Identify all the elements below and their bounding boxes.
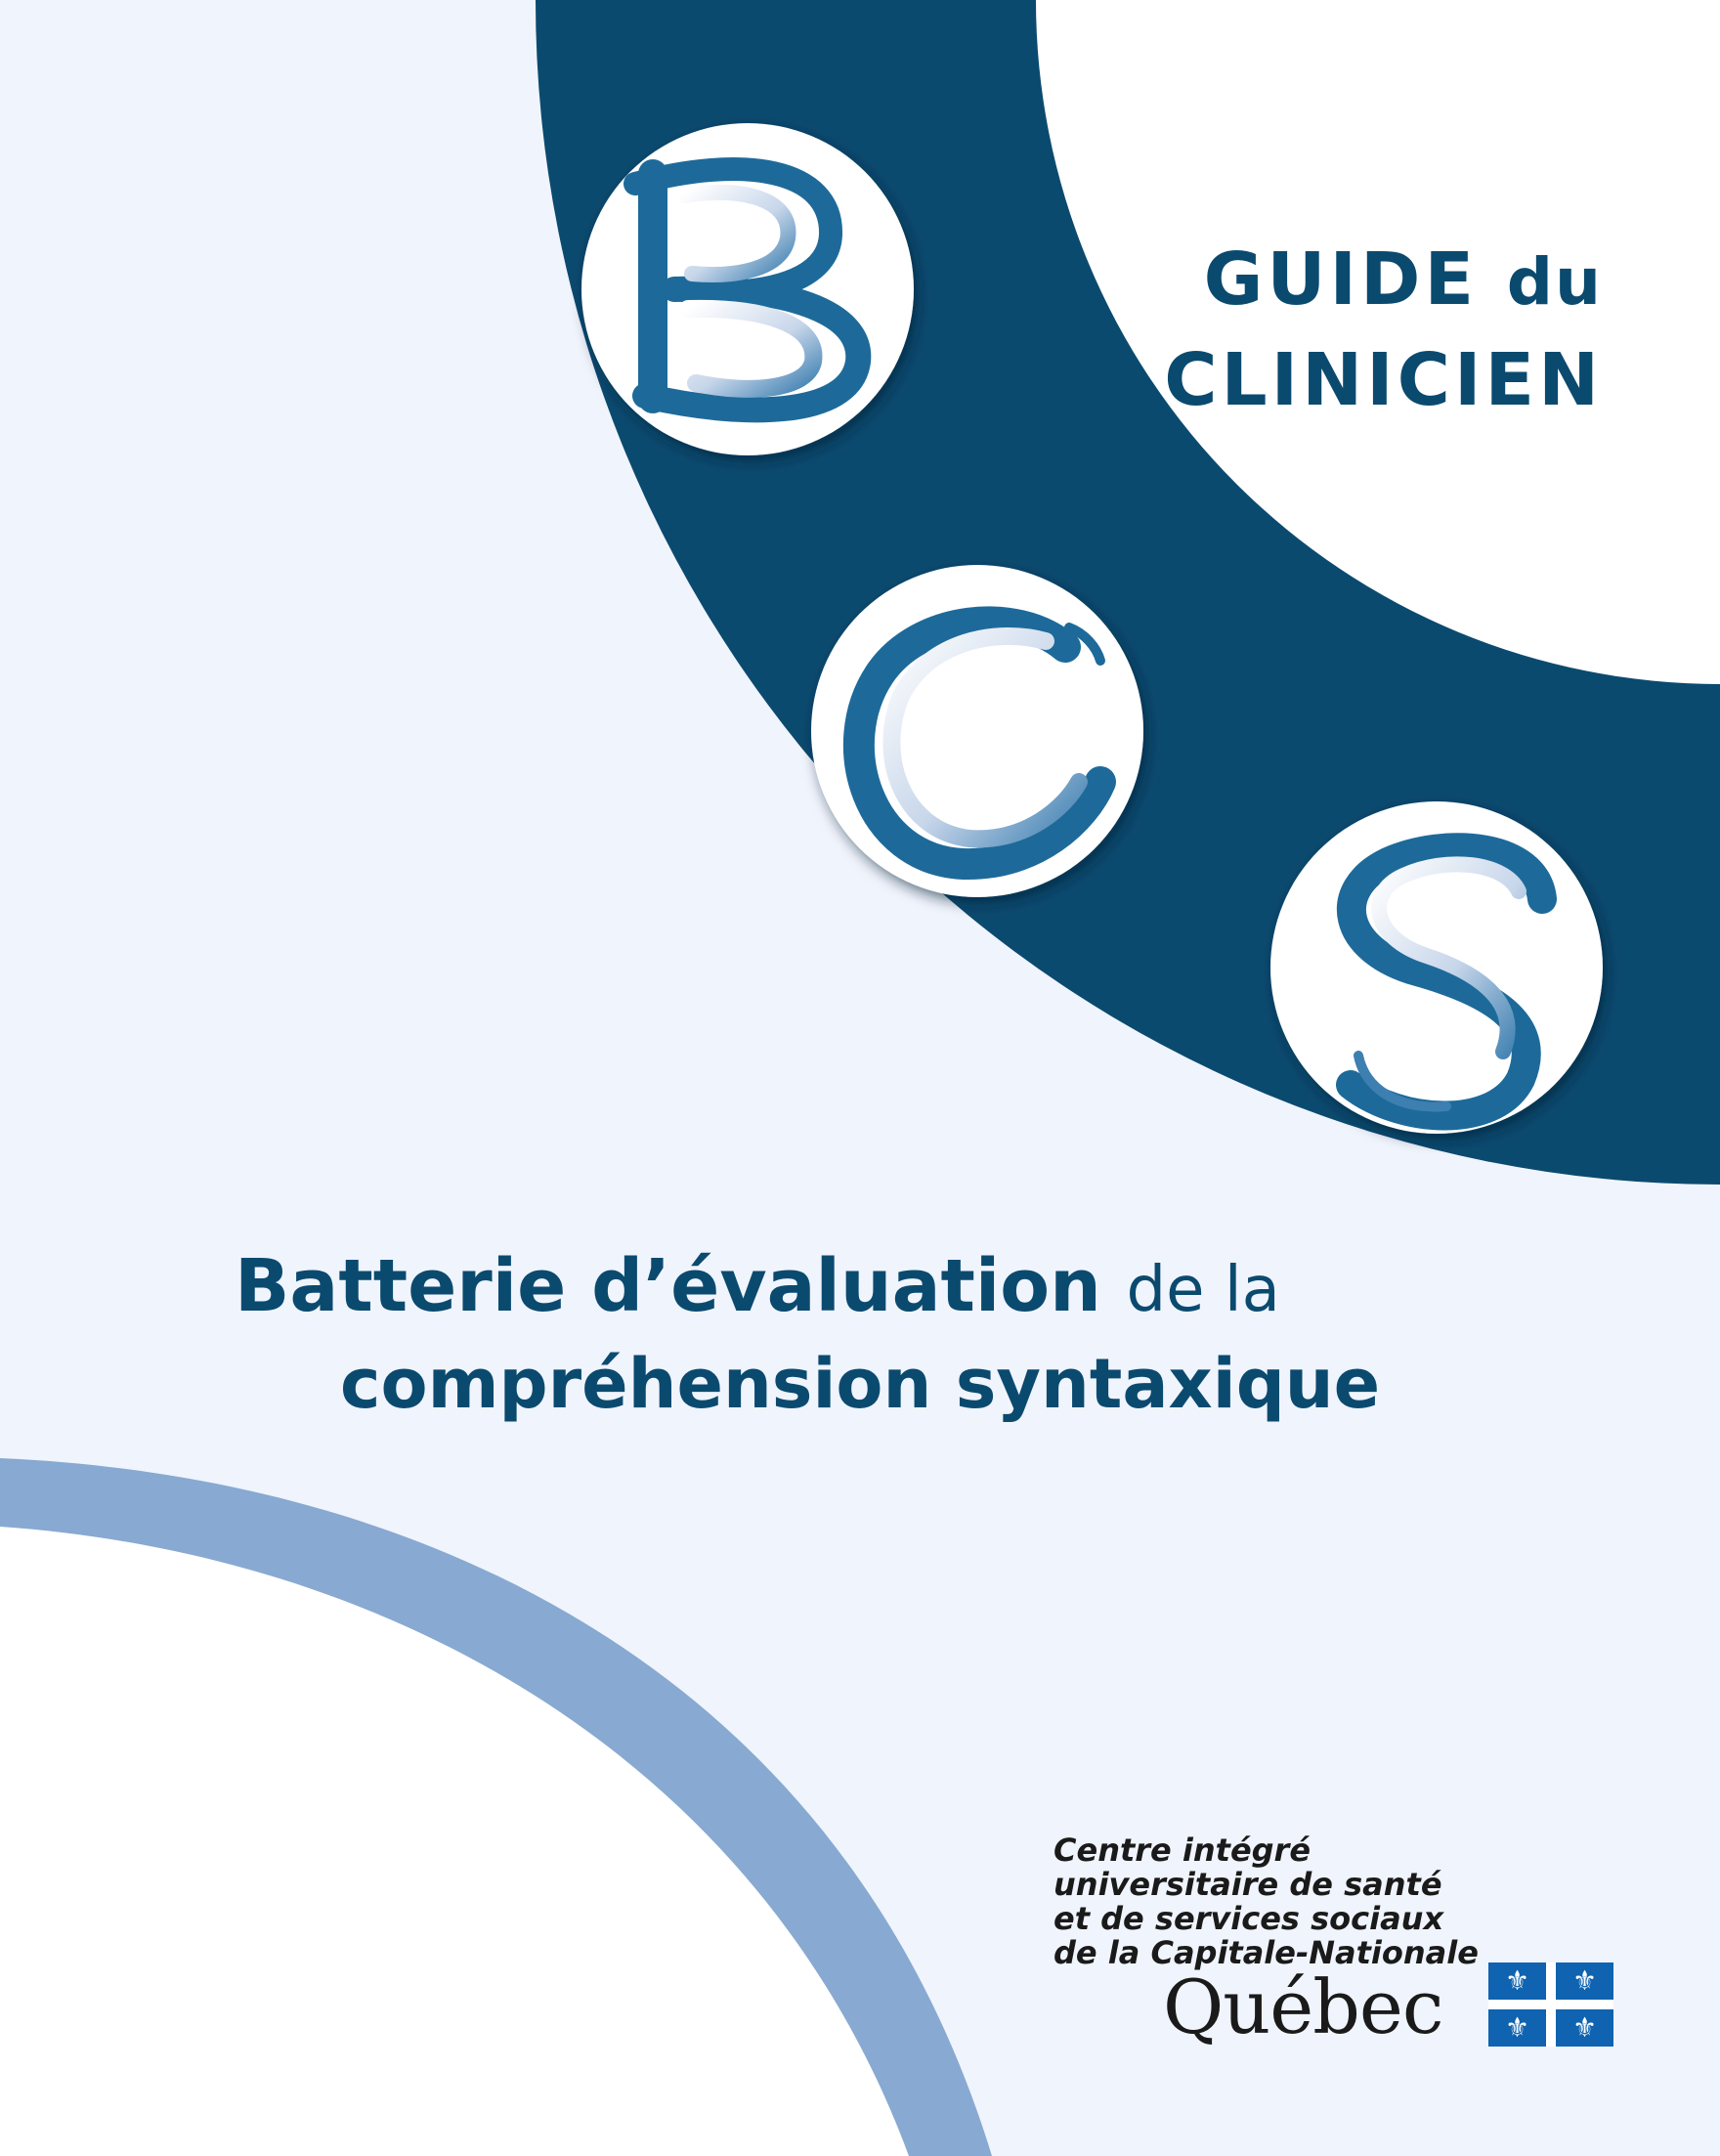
- du-word: du: [1506, 244, 1603, 320]
- guide-heading: [1164, 231, 1603, 429]
- guide-heading-line1: [1164, 231, 1603, 331]
- logo-c-icon: [811, 565, 1143, 897]
- logo-b-icon: [581, 123, 914, 455]
- clinicien-word: CLINICIEN: [1164, 338, 1603, 422]
- logo-s-icon: [1270, 801, 1603, 1134]
- quebec-wordmark: Québec: [1163, 1963, 1443, 2050]
- title-line1: [235, 1239, 1380, 1337]
- publisher-line: universitaire de santé: [1054, 1866, 1442, 1903]
- publisher-line: Centre intégré: [1054, 1832, 1312, 1869]
- publisher-line: et de services sociaux: [1054, 1900, 1444, 1937]
- guide-word: GUIDE: [1203, 237, 1478, 322]
- publisher-name: [1054, 1833, 1479, 1970]
- title-line2: compréhension syntaxique: [340, 1344, 1381, 1424]
- title-line1-light: de la: [1126, 1254, 1280, 1326]
- document-title: [235, 1239, 1380, 1431]
- title-line1-bold: Batterie d’évaluation: [235, 1244, 1101, 1328]
- fleur-de-lis-flag-icon: ⚜ ⚜ ⚜ ⚜: [1488, 1962, 1613, 2047]
- publisher-line: de la Capitale-Nationale: [1054, 1934, 1479, 1971]
